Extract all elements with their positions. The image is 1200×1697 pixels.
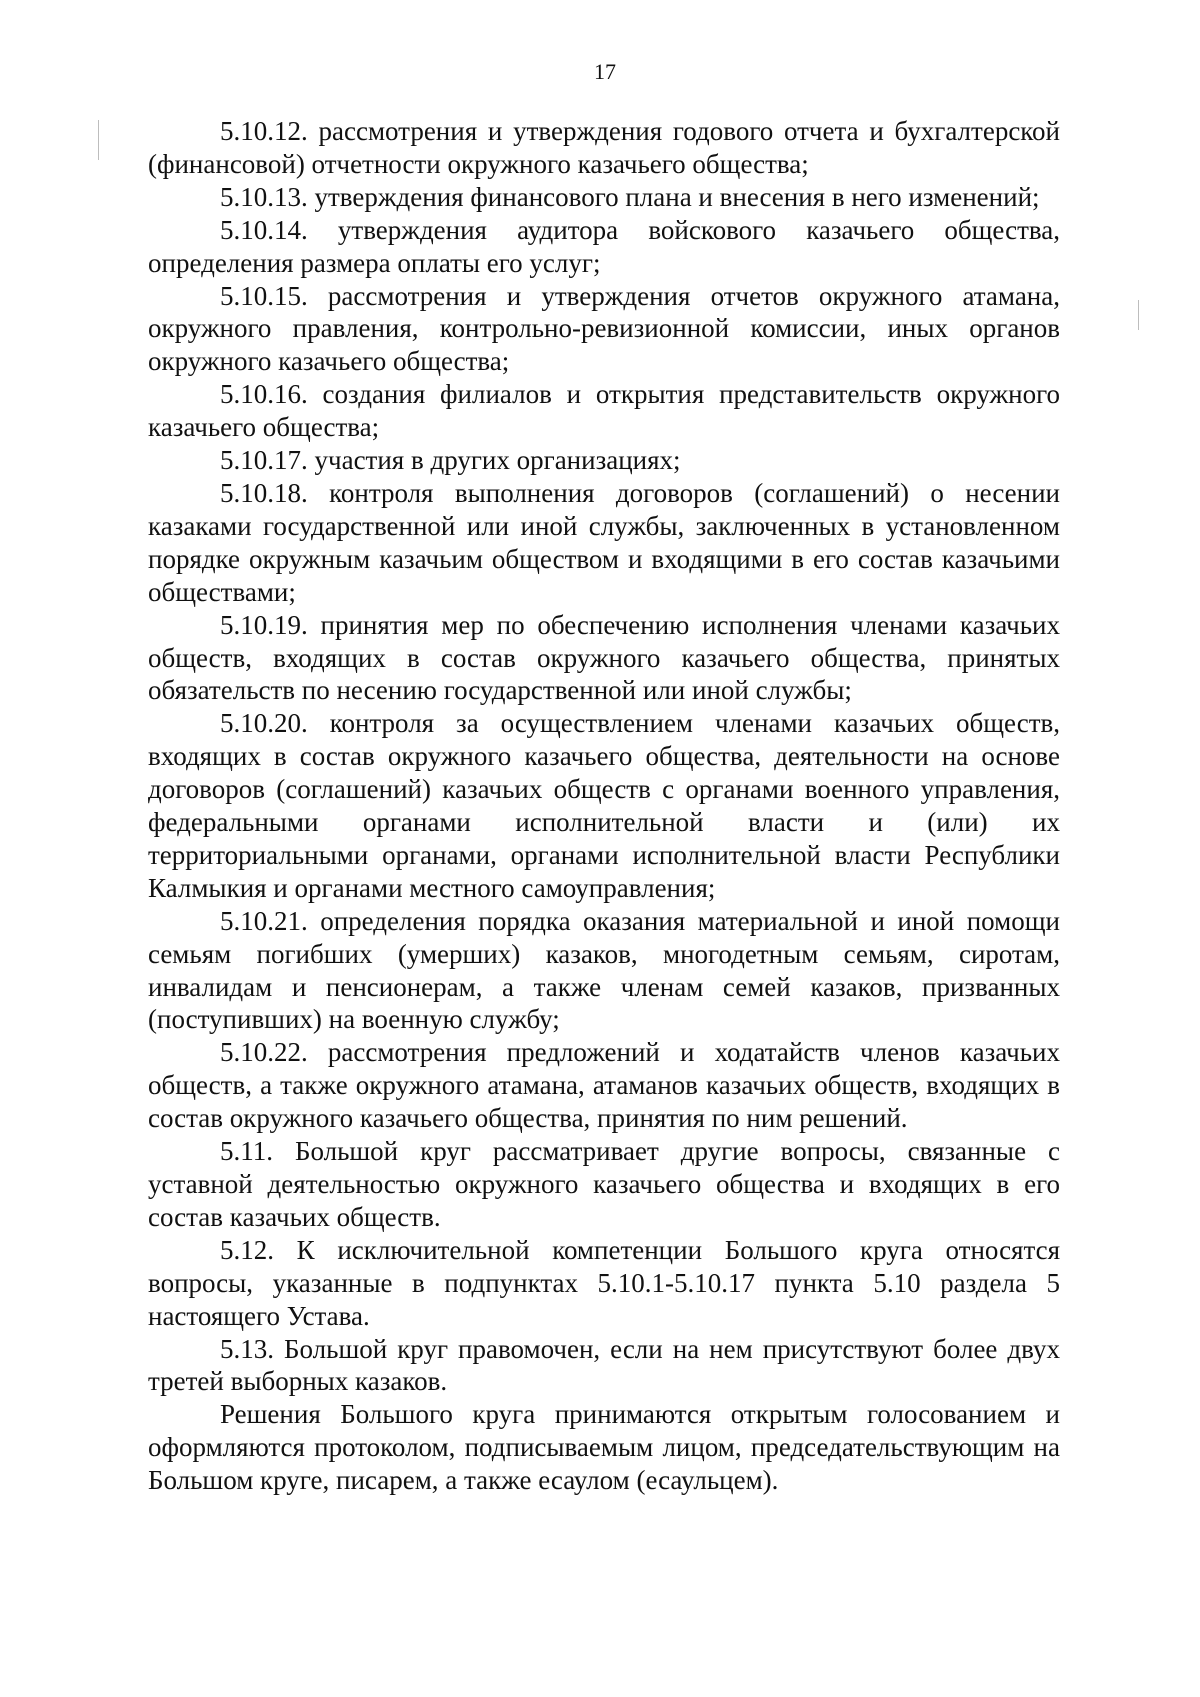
document-body — [148, 115, 1060, 1497]
paragraph-5-10-20: 5.10.20. контроля за осуществлением членами казачьих обществ, входящих в состав окружного казачьего общества, деятельности на основе договоров (соглашений) казачьих обществ с органами военного управления, федеральными органами исполнительной власти и (или) их территориальными органами, органами исполнительной власти Республики Калмыкия и органами местного самоуправления; — [148, 708, 1060, 903]
paragraph-decisions: Решения Большого круга принимаются открытым голосованием и оформляются протоколом, подписываемым лицом, председательствующим на Большом круге, писарем, а также есаулом (есаульцем). — [148, 1399, 1060, 1496]
scan-artifact-right — [1138, 300, 1139, 330]
paragraph-5-10-17: 5.10.17. участия в других организациях; — [220, 445, 681, 476]
paragraph-5-10-18: 5.10.18. контроля выполнения договоров (соглашений) о несении казаками государственной или иной службы, заключенных в установленном порядке окружным казачьим обществом и входящими в его состав казачьими обществами; — [148, 477, 1060, 607]
paragraph-5-10-16: 5.10.16. создания филиалов и открытия представительств окружного казачьего общества; — [148, 379, 1060, 443]
paragraph-5-11: 5.11. Большой круг рассматривает другие вопросы, связанные с уставной деятельностью окружного казачьего общества и входящих в его состав казачьих обществ. — [148, 1136, 1060, 1232]
paragraph-5-10-12: 5.10.12. рассмотрения и утверждения годового отчета и бухгалтерской (финансовой) отчетности окружного казачьего общества; — [148, 116, 1060, 179]
paragraph-5-13: 5.13. Большой круг правомочен, если на нем присутствуют более двух третей выборных казаков. — [148, 1333, 1060, 1397]
paragraph-5-10-13: 5.10.13. утверждения финансового плана и внесения в него изменений; — [220, 181, 1040, 212]
paragraph-5-10-19: 5.10.19. принятия мер по обеспечению исполнения членами казачьих обществ, входящих в состав окружного казачьего общества, принятых обязательств по несению государственной или иной службы; — [148, 609, 1060, 706]
paragraph-5-10-15: 5.10.15. рассмотрения и утверждения отчетов окружного атамана, окружного правления, контрольно-ревизионной комиссии, иных органов окружного казачьего общества; — [148, 280, 1060, 377]
page-number: 17 — [594, 59, 616, 84]
paragraph-5-10-22: 5.10.22. рассмотрения предложений и ходатайств членов казачьих обществ, а также окружного атамана, атаманов казачьих обществ, входящих в состав окружного казачьего общества, принятия по ним решений. — [148, 1037, 1060, 1134]
paragraph-5-12: 5.12. К исключительной компетенции Большого круга относятся вопросы, указанные в подпунктах 5.10.1-5.10.17 пункта 5.10 раздела 5 настоящего Устава. — [148, 1234, 1060, 1331]
scan-artifact-left — [98, 120, 99, 160]
paragraph-5-10-21: 5.10.21. определения порядка оказания материальной и иной помощи семьям погибших (умерших) казаков, многодетным семьям, сиротам, инвалидам и пенсионерам, а также членам семей казаков, призванных (поступивших) на военную службу; — [148, 905, 1060, 1035]
paragraph-5-10-14: 5.10.14. утверждения аудитора войскового казачьего общества, определения размера оплаты его услуг; — [148, 214, 1060, 278]
